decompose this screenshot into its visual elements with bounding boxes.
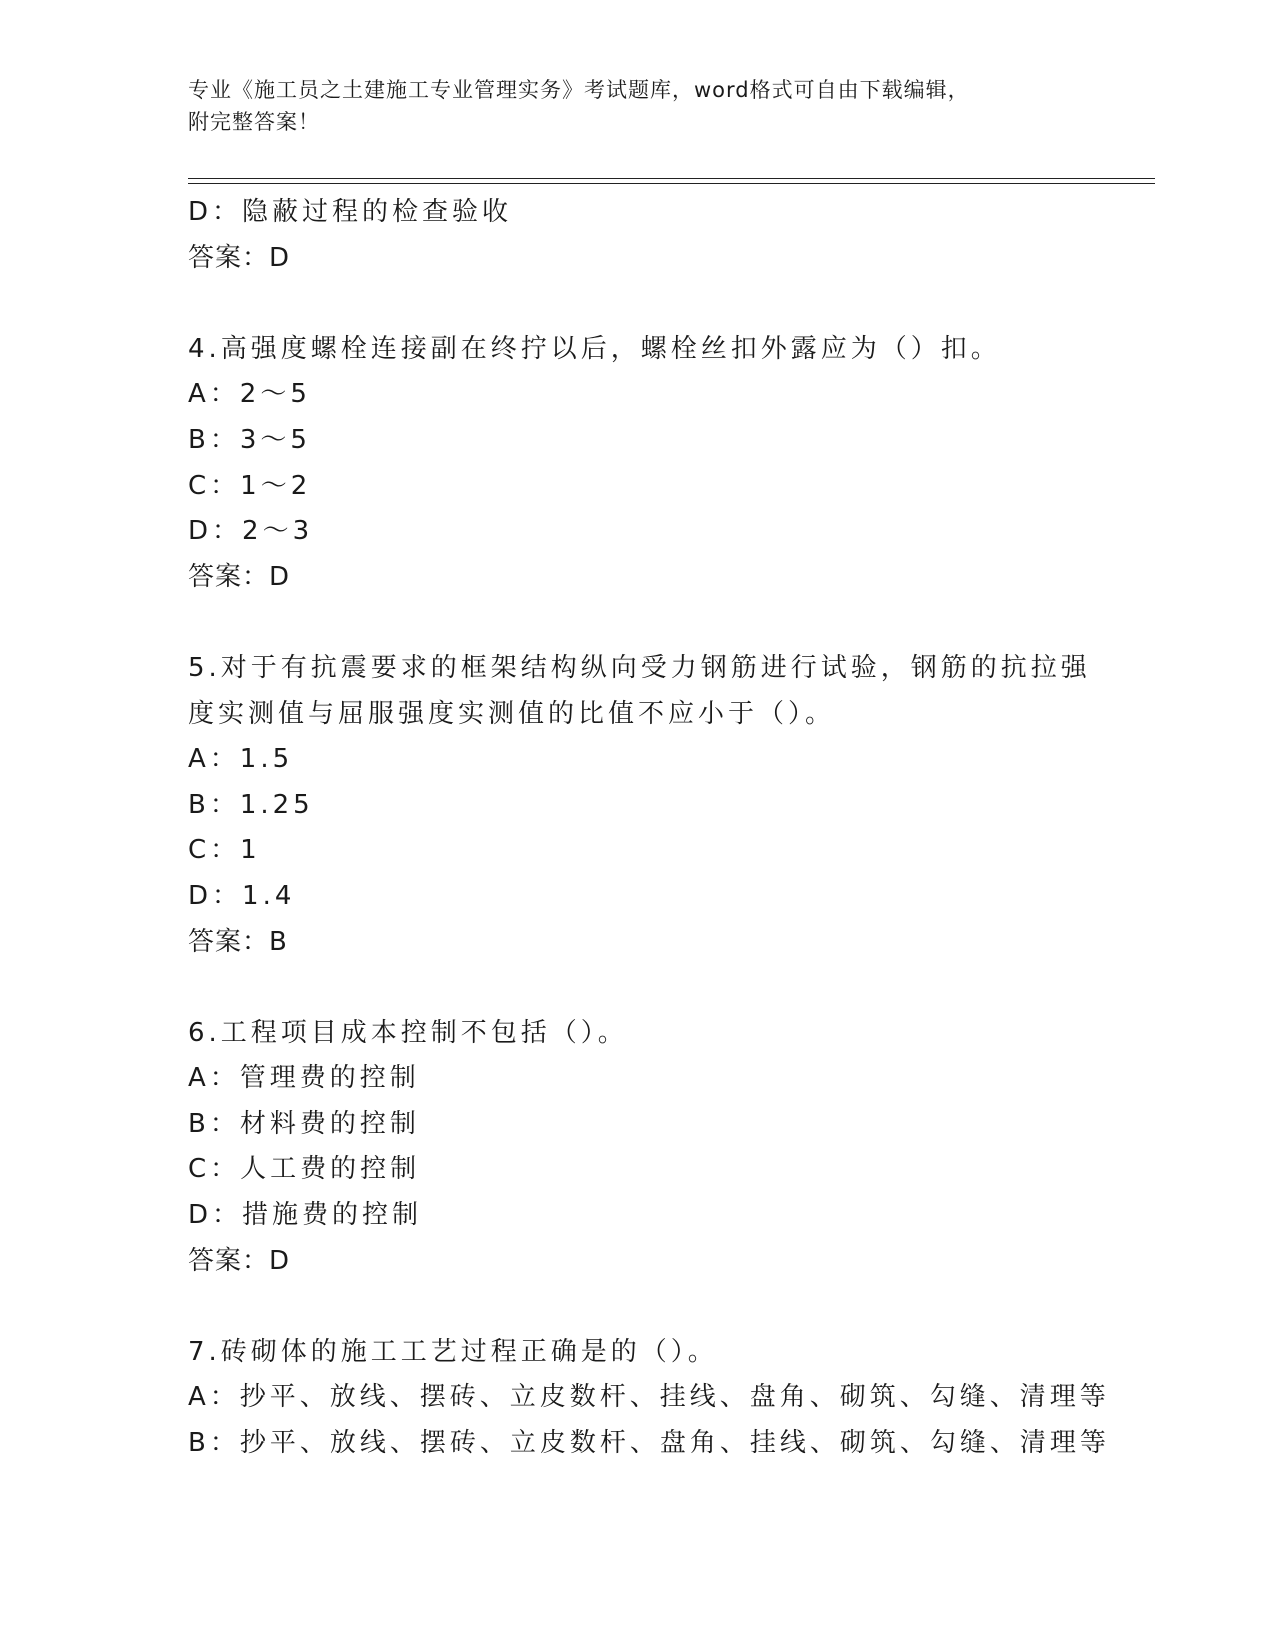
q6-stem: 6.工程项目成本控制不包括（）。: [188, 1017, 628, 1048]
header-divider-top: [188, 178, 1155, 179]
header-divider-bottom: [188, 183, 1155, 184]
q3-answer: 答案：D: [188, 242, 291, 273]
spacer: [188, 281, 1088, 327]
q4-answer: 答案：D: [188, 561, 291, 592]
spacer: [188, 965, 1088, 1011]
q5-stem-line-1: 5.对于有抗震要求的框架结构纵向受力钢筋进行试验，钢筋的抗拉强: [188, 652, 1091, 683]
spacer: [188, 600, 1088, 646]
q4-option-d: D：2～3: [188, 516, 314, 547]
q5-option-c: C：1: [188, 835, 261, 866]
q7-option-a: A：抄平、放线、摆砖、立皮数杆、挂线、盘角、砌筑、勾缝、清理等: [188, 1382, 1110, 1413]
q7-stem: 7.砖砌体的施工工艺过程正确是的（）。: [188, 1336, 718, 1367]
question-content: [188, 190, 1110, 1467]
q3-option-d: D：隐蔽过程的检查验收: [188, 197, 513, 227]
spacer: [188, 1284, 1088, 1330]
q7-option-b: B：抄平、放线、摆砖、立皮数杆、盘角、挂线、砌筑、勾缝、清理等: [188, 1428, 1110, 1459]
q4-option-a: A：2～5: [188, 379, 311, 410]
q4-option-c: C：1～2: [188, 470, 312, 501]
q6-option-b: B：材料费的控制: [188, 1108, 420, 1139]
document-header: [188, 74, 1088, 138]
q6-option-c: C：人工费的控制: [188, 1154, 421, 1185]
q5-answer: 答案：B: [188, 926, 288, 957]
header-line-2: 附完整答案！: [188, 110, 320, 134]
q5-stem-line-2: 度实测值与屈服强度实测值的比值不应小于（）。: [188, 698, 836, 729]
q6-answer: 答案：D: [188, 1245, 291, 1276]
q5-option-b: B：1.25: [188, 789, 314, 820]
header-line-1: 专业《施工员之土建施工专业管理实务》考试题库，word格式可自由下载编辑，: [188, 78, 970, 102]
q5-option-a: A：1.5: [188, 744, 294, 775]
q6-option-a: A：管理费的控制: [188, 1063, 420, 1094]
q5-option-d: D：1.4: [188, 880, 296, 911]
q6-option-d: D：措施费的控制: [188, 1200, 423, 1231]
q4-option-b: B：3～5: [188, 424, 311, 455]
q4-stem: 4.高强度螺栓连接副在终拧以后，螺栓丝扣外露应为（）扣。: [188, 333, 1001, 364]
